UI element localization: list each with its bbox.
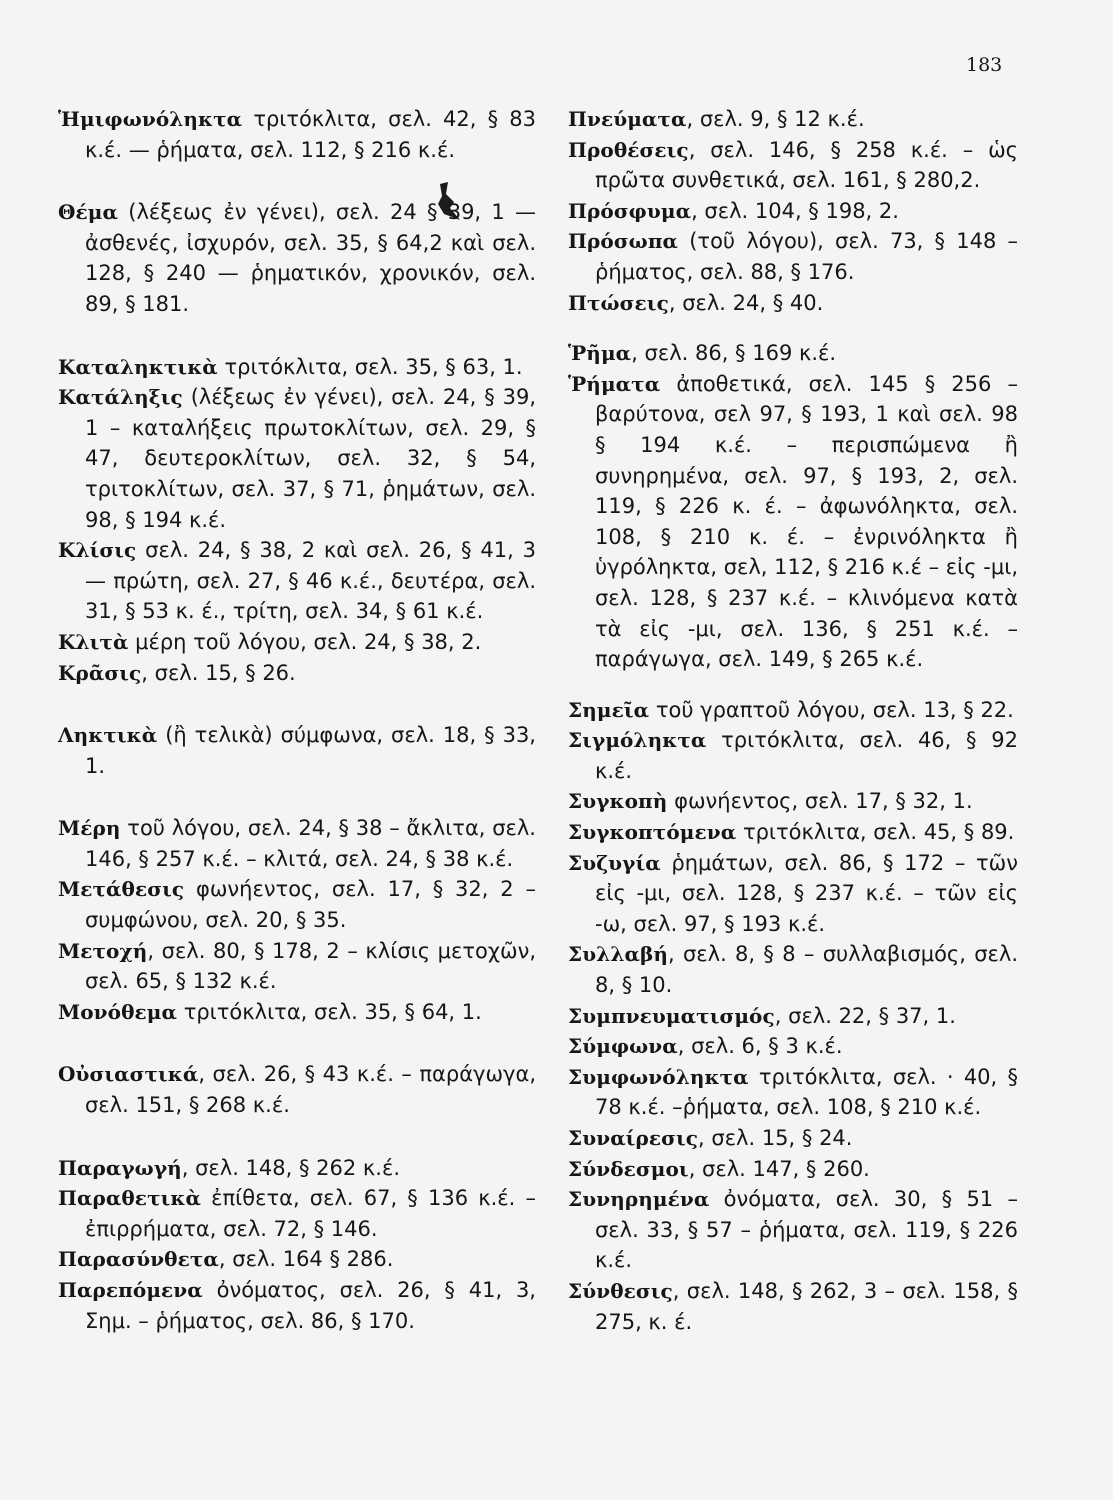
- entry-term: Συμφωνόληκτα: [568, 1064, 749, 1089]
- entry-refs: τοῦ γραπτοῦ λόγου, σελ. 13, § 22.: [649, 697, 1014, 722]
- entry-refs: , σελ. 86, § 169 κ.έ.: [631, 341, 837, 366]
- entry-term: Κλίσις: [58, 538, 137, 563]
- entry-term: Παρασύνθετα: [58, 1247, 219, 1272]
- index-entry: [568, 1123, 1018, 1154]
- entry-term: Πρόσφυμα: [568, 198, 692, 223]
- entry-term: Ῥήματα: [568, 371, 661, 396]
- index-entry: [58, 197, 536, 319]
- index-column-right: [568, 104, 1018, 1337]
- index-entry: [568, 338, 1018, 369]
- entry-refs: , σελ. 104, § 198, 2.: [691, 198, 899, 223]
- entry-term: Συμπνευματισμός: [568, 1003, 775, 1028]
- entry-term: Συζυγία: [568, 850, 661, 875]
- entry-refs: , σελ. 15, § 24.: [698, 1126, 853, 1150]
- entry-term: Σύμφωνα: [568, 1034, 678, 1059]
- entry-term: Συγκοπτόμενα: [568, 820, 737, 845]
- index-entry: [568, 1184, 1018, 1276]
- entry-refs: τριτόκλιτα, σελ. · 40, § 78 κ.έ. –ῥήματα, σελ. 108, § 210 κ.έ.: [595, 1064, 1018, 1120]
- entry-term: Σημεῖα: [568, 697, 650, 722]
- index-entry: [568, 1154, 1018, 1185]
- index-entry: [568, 135, 1018, 196]
- entry-refs: , σελ. 15, § 26.: [141, 660, 296, 685]
- entry-term: Παραθετικὰ: [58, 1186, 201, 1211]
- index-entry: [58, 352, 536, 383]
- entry-term: Συγκοπὴ: [568, 789, 668, 814]
- entry-refs: , σελ. 6, § 3 κ.έ.: [677, 1034, 843, 1059]
- index-entry: [58, 1244, 536, 1275]
- entry-term: Μονόθεμα: [58, 999, 178, 1024]
- entry-refs: , σελ. 148, § 262 κ.έ.: [181, 1155, 400, 1180]
- entry-term: Ῥῆμα: [568, 341, 632, 366]
- entry-term: Κλιτὰ: [58, 629, 129, 654]
- entry-refs: ὀνόματος, σελ. 26, § 41, 3, Σημ. – ῥήματος, σελ. 86, § 170.: [85, 1278, 536, 1333]
- entry-term: Μετοχή: [58, 938, 148, 963]
- index-entry: [568, 695, 1018, 726]
- entry-term: Σύνθεσις: [568, 1278, 673, 1303]
- entry-refs: τριτόκλιτα, σελ. 35, § 63, 1.: [217, 354, 523, 379]
- index-entry: [568, 848, 1018, 940]
- entry-refs: ὀνόματα, σελ. 30, § 51 – σελ. 33, § 57 – ῥήματα, σελ. 119, § 226 κ.έ.: [595, 1187, 1018, 1273]
- entry-refs: τριτόκλιτα, σελ. 35, § 64, 1.: [177, 999, 482, 1024]
- entry-refs: τριτόκλιτα, σελ. 45, § 89.: [736, 820, 1015, 845]
- index-entry: [58, 1183, 536, 1244]
- entry-term: Συναίρεσις: [568, 1126, 699, 1150]
- entry-term: Καταληκτικὰ: [58, 354, 218, 379]
- index-entry: [568, 226, 1018, 287]
- index-entry: [58, 658, 536, 689]
- entry-refs: , σελ. 147, § 260.: [688, 1156, 870, 1181]
- entry-term: Πρόσωπα: [568, 229, 679, 254]
- entry-term: Σιγμόληκτα: [568, 728, 707, 753]
- entry-refs: , σελ. 26, § 43 κ.έ. – παράγωγα, σελ. 151, § 268 κ.έ.: [85, 1062, 536, 1118]
- index-entry: [568, 939, 1018, 1000]
- entry-term: Κατάληξις: [58, 385, 183, 410]
- entry-refs: ἐπίθετα, σελ. 67, § 136 κ.έ. – ἐπιρρήματα, σελ. 72, § 146.: [85, 1186, 536, 1241]
- index-entry: [58, 813, 536, 874]
- index-entry: [568, 104, 1018, 135]
- index-entry: [58, 720, 536, 781]
- entry-term: Θέμα: [58, 200, 119, 225]
- entry-refs: σελ. 24, § 38, 2 καὶ σελ. 26, § 41, 3 — πρώτη, σελ. 27, § 46 κ.έ., δευτέρα, σελ. 31, § 53 κ. έ., τρίτη, σελ. 34, § 61 κ.έ.: [85, 538, 536, 624]
- index-entry: [58, 1153, 536, 1184]
- entry-term: Παρεπόμενα: [58, 1278, 203, 1302]
- index-entry: [58, 1275, 536, 1336]
- entry-term: Ληκτικὰ: [58, 723, 158, 748]
- entry-refs: (λέξεως ἐν γένει), σελ. 24, § 39, 1 – καταλήξεις πρωτοκλίτων, σελ. 29, § 47, δευτεροκλίτων, σελ. 32, § 54, τριτοκλίτων, σελ. 37, § 71, ῥημάτων, σελ. 98, § 194 κ.έ.: [85, 385, 536, 532]
- entry-refs: ῥημάτων, σελ. 86, § 172 – τῶν εἰς -μι, σελ. 128, § 237 κ.έ. – τῶν εἰς -ω, σελ. 97, § 193 κ.έ.: [595, 850, 1018, 936]
- entry-refs: ἀποθετικά, σελ. 145 § 256 – βαρύτονα, σελ 97, § 193, 1 καὶ σελ. 98 § 194 κ.έ. – περισπώμενα ἢ συνηρημένα, σελ. 97, § 193, 2, σελ. 119, § 226 κ. έ. – ἀφωνόληκτα, σελ. 108, § 210 κ. έ. – ἐνρινόληκτα ἢ ὑγρόληκτα, σελ, 112, § 216 κ.έ – εἰς -μι, σελ. 128, § 237 κ.έ. – κλινόμενα κατὰ τὰ εἰς -μι, σελ. 136, § 251 κ.έ. – παράγωγα, σελ. 149, § 265 κ.έ.: [595, 371, 1018, 672]
- entry-refs: φωνήεντος, σελ. 17, § 32, 1.: [667, 789, 973, 814]
- index-entry: [568, 817, 1018, 848]
- entry-term: Κρᾶσις: [58, 660, 142, 685]
- index-entry: [58, 535, 536, 627]
- index-entry: [58, 997, 536, 1028]
- entry-refs: , σελ. 146, § 258 κ.έ. – ὡς πρῶτα συνθετικά, σελ. 161, § 280,2.: [595, 137, 1018, 193]
- entry-refs: τριτόκλιτα, σελ. 46, § 92 κ.έ.: [595, 728, 1018, 783]
- index-entry: [568, 369, 1018, 675]
- entry-term: Οὐσιαστικά: [58, 1062, 199, 1087]
- entry-refs: , σελ. 148, § 262, 3 – σελ. 158, § 275, κ. έ.: [595, 1278, 1018, 1334]
- index-entry: [568, 1276, 1018, 1337]
- entry-term: Συνηρημένα: [568, 1187, 710, 1212]
- index-entry: [58, 936, 536, 997]
- index-entry: [568, 786, 1018, 817]
- entry-refs: τοῦ λόγου, σελ. 24, § 38 – ἄκλιτα, σελ. 146, § 257 κ.έ. – κλιτά, σελ. 24, § 38 κ.έ.: [85, 816, 536, 871]
- entry-term: Συλλαβή: [568, 942, 668, 967]
- entry-refs: (ἢ τελικὰ) σύμφωνα, σελ. 18, § 33, 1.: [85, 723, 536, 778]
- index-entry: [58, 627, 536, 658]
- entry-refs: , σελ. 22, § 37, 1.: [774, 1003, 956, 1028]
- entry-term: Προθέσεις: [568, 137, 689, 162]
- entry-refs: , σελ. 80, § 178, 2 – κλίσις μετοχῶν, σελ. 65, § 132 κ.έ.: [85, 938, 536, 994]
- entry-refs: (τοῦ λόγου), σελ. 73, § 148 – ῥήματος, σελ. 88, § 176.: [595, 229, 1018, 284]
- entry-refs: , σελ. 8, § 8 – συλλαβισμός, σελ. 8, § 10.: [595, 942, 1018, 998]
- entry-refs: τριτόκλιτα, σελ. 42, § 83 κ.έ. — ῥήματα, σελ. 112, § 216 κ.έ.: [85, 107, 536, 162]
- entry-refs: (λέξεως ἐν γένει), σελ. 24 § 39, 1 — ἀσθενές, ἰσχυρόν, σελ. 35, § 64,2 καὶ σελ. 128, § 240 — ῥηματικόν, χρονικόν, σελ. 89, § 181.: [85, 200, 536, 316]
- index-entry: [568, 288, 1018, 319]
- page-number: 183: [966, 54, 1003, 76]
- entry-term: Παραγωγή: [58, 1155, 182, 1180]
- index-entry: [568, 725, 1018, 786]
- index-entry: [568, 1031, 1018, 1062]
- index-entry: [58, 382, 536, 535]
- entry-refs: , σελ. 24, § 40.: [668, 290, 824, 315]
- index-entry: [58, 874, 536, 935]
- index-entry: [58, 104, 536, 165]
- entry-term: Πνεύματα: [568, 107, 687, 131]
- entry-term: Μέρη: [58, 816, 121, 841]
- index-entry: [58, 1059, 536, 1120]
- entry-term: Σύνδεσμοι: [568, 1156, 689, 1181]
- entry-term: Πτώσεις: [568, 290, 669, 315]
- entry-refs: , σελ. 9, § 12 κ.έ.: [686, 107, 865, 131]
- entry-refs: φωνήεντος, σελ. 17, § 32, 2 – συμφώνου, σελ. 20, § 35.: [85, 877, 536, 933]
- index-entry: [568, 1001, 1018, 1032]
- entry-refs: μέρη τοῦ λόγου, σελ. 24, § 38, 2.: [128, 629, 482, 654]
- index-column-left: [58, 104, 536, 1336]
- index-entry: [568, 196, 1018, 227]
- entry-term: Ἡμιφωνόληκτα: [58, 107, 243, 131]
- index-entry: [568, 1062, 1018, 1123]
- entry-refs: , σελ. 164 § 286.: [218, 1247, 394, 1272]
- entry-term: Μετάθεσις: [58, 877, 185, 902]
